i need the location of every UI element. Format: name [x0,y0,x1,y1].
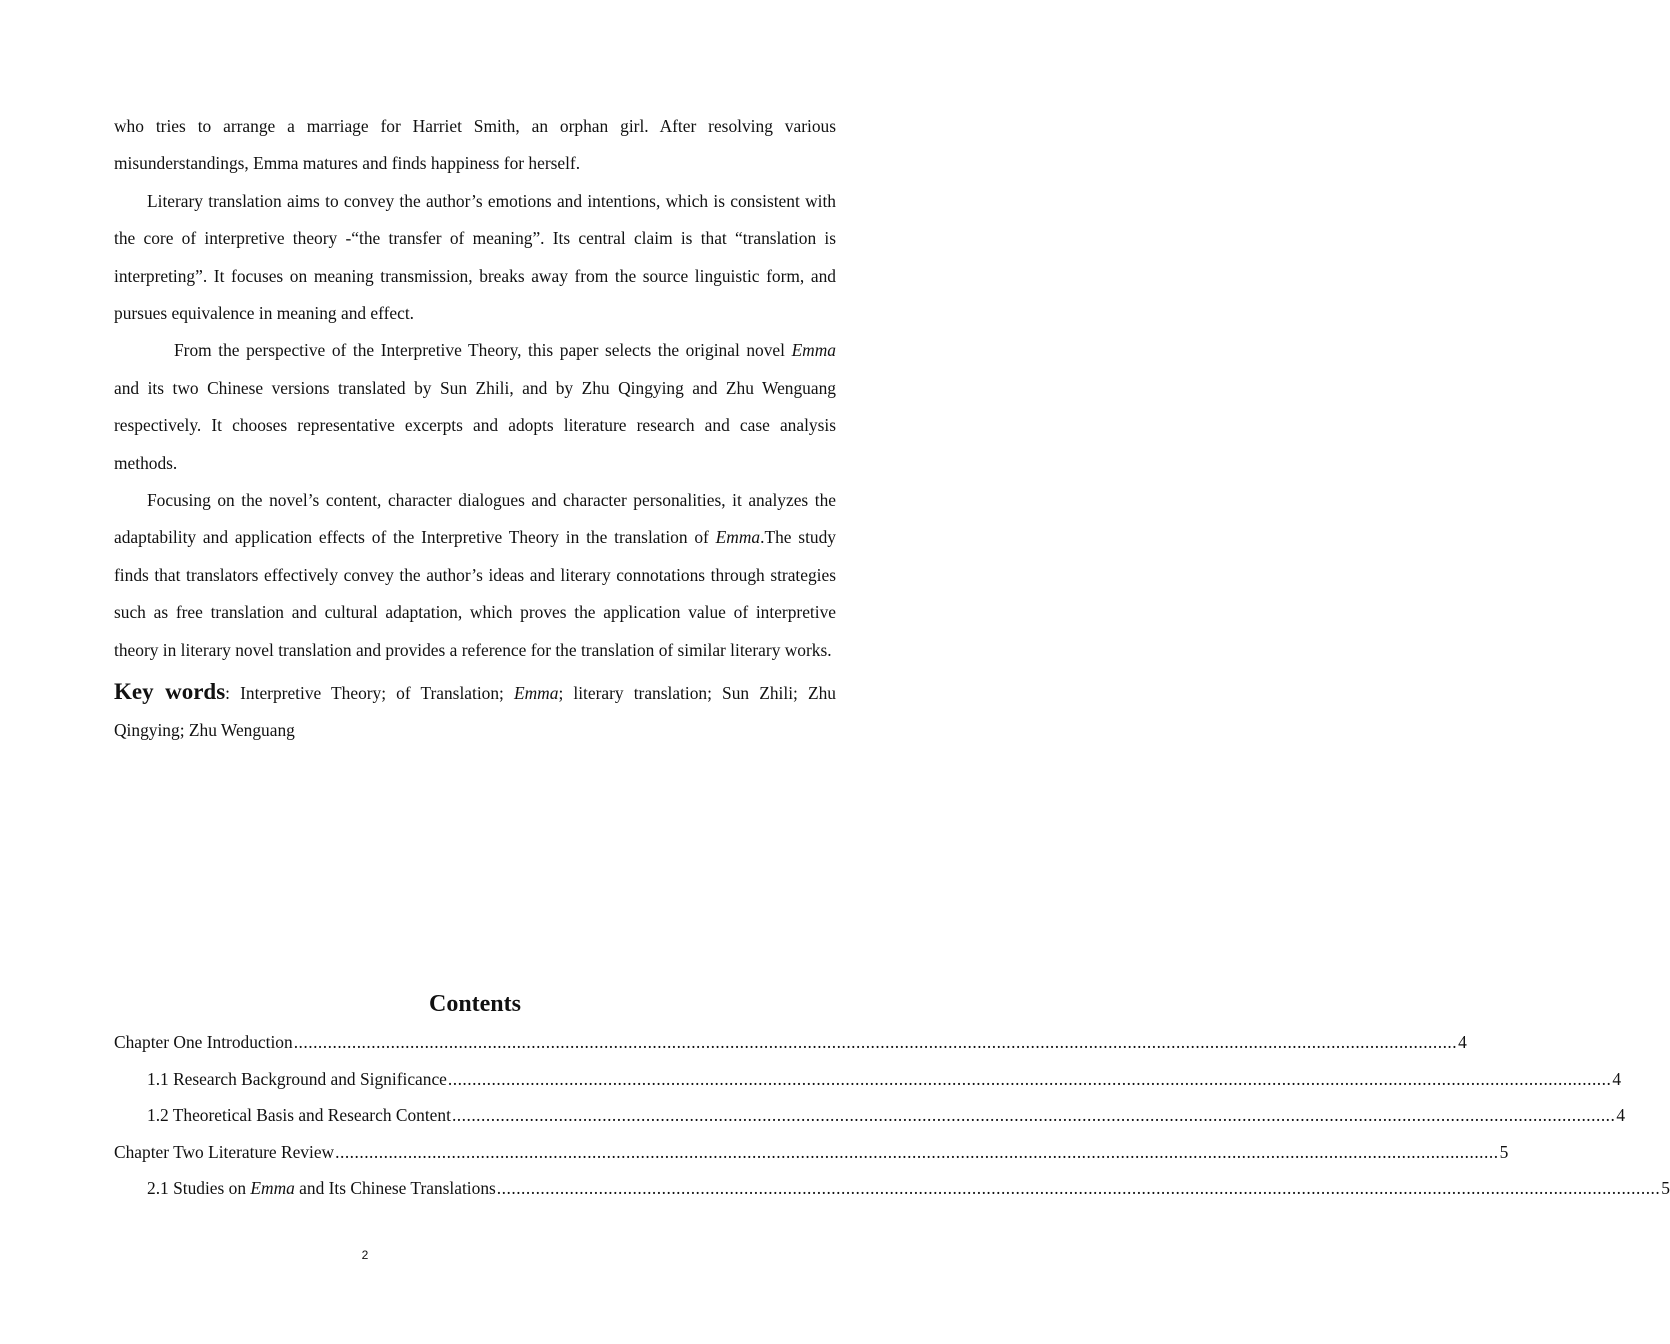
keywords-text-b: ; literary translation; Sun Zhili; Zhu Qingying; Zhu Wenguang [114,683,836,741]
paragraph-3 [114,332,836,482]
keywords-label: Key words [114,679,226,705]
keywords-line [114,673,836,749]
keywords-colon: : [225,683,231,704]
toc-entry-2-1[interactable] [114,1170,1670,1207]
toc-entry-text-a: 2.1 Studies on [147,1178,251,1199]
toc-entry-title-emma: Emma [250,1178,295,1199]
toc-entry-text: Chapter One Introduction [114,1032,293,1052]
toc-page-number: 4 [1616,1105,1626,1126]
toc-entry-text: Chapter Two Literature Review [114,1141,335,1162]
toc-dot-leader: ................................................................................................................................................................................................................................................ [447,1068,1612,1089]
toc-page-number: 4 [1612,1068,1622,1089]
paragraph-3-text-a: From the perspective of the Interpretive Theory, this paper selects the original novel [174,340,792,361]
toc-dot-leader: ................................................................................................................................................................................................................................................ [496,1178,1661,1199]
paragraph-2: Literary translation aims to convey the author’s emotions and intentions, which is consistent with the core of interpretive theory -“the transfer of meaning”. Its central claim is that “translation is interpreting”. It focuses on meaning transmission, breaks away from the source linguistic form, and pursues equivalence in meaning and effect. [114,190,836,324]
paragraph-3-title-emma: Emma [791,340,836,361]
toc-entry-1-2[interactable] [114,1097,1626,1134]
paragraph-4-text-b: .The study finds that translators effectively convey the author’s ideas and literary connotations through strategies such as free translation and cultural adaptation, which proves the application value of interpretive theory in literary novel translation and provides a reference for the translation of similar literary works. [114,527,836,660]
toc-entry-text [147,1170,496,1207]
toc-entry-text: 1.1 Research Background and Significance [147,1068,447,1089]
toc-dot-leader: ................................................................................................................................................................................................................................................ [335,1141,1499,1162]
toc-page-number: 5 [1661,1178,1670,1199]
toc-entry-chapter-two[interactable] [114,1134,1509,1171]
keywords-text-a: Interpretive Theory; of Translation; [240,683,514,704]
toc-dot-leader: ................................................................................................................................................................................................................................................ [451,1105,1616,1126]
toc-page-number: 4 [1458,1032,1467,1052]
paragraph-1: who tries to arrange a marriage for Harriet Smith, an orphan girl. After resolving various misunderstandings, Emma matures and finds happiness for herself. [114,116,836,174]
contents-title: Contents [428,991,521,1017]
paragraph-4-title-emma: Emma [715,527,761,548]
keywords-title-emma: Emma [514,683,559,704]
toc-entry-text-b: and Its Chinese Translations [294,1178,496,1199]
toc-entry-1-1[interactable] [114,1061,1622,1098]
paragraph-3-text-b: and its two Chinese versions translated by Sun Zhili, and by Zhu Qingying and Zhu Wenguang respectively. It chooses representative excerpts and adopts literature research and case analysis methods. [114,377,836,473]
toc-entry-chapter-one[interactable] [114,1024,1467,1061]
paragraph-4 [114,482,836,669]
page-number: 2 [361,1248,369,1262]
toc-dot-leader: ................................................................................................................................................................................................................................................ [293,1032,1458,1052]
paragraph-4-text-a: Focusing on the novel’s content, character dialogues and character personalities, it analyzes the adaptability and application effects of the Interpretive Theory in the translation of [114,490,836,548]
toc-page-number: 5 [1499,1141,1509,1162]
toc-entry-text: 1.2 Theoretical Basis and Research Content [147,1105,451,1126]
abstract-body [114,108,836,749]
table-of-contents [114,1024,1670,1207]
